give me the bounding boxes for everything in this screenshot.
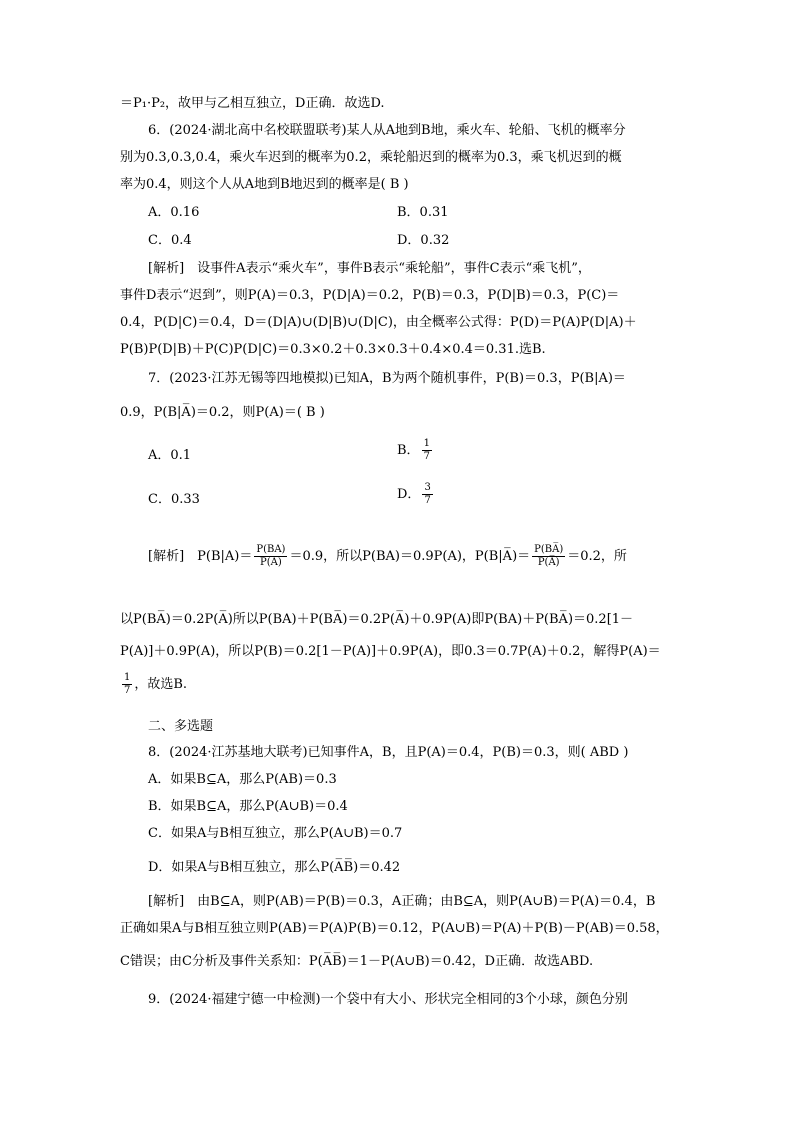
question-8-option-d: D．如果A与B相互独立，那么P(A̅B̅)＝0.42	[148, 860, 401, 875]
solution-6-line-4: P(B)P(D|B)＋P(C)P(D|C)＝0.3×0.2＋0.3×0.3＋0.4×0.4＝0.31.选B.	[120, 342, 546, 357]
question-7-option-c: C．0.33	[148, 492, 200, 507]
solution-7-line-3: P(A)]＋0.9P(A)，所以P(B)＝0.2[1－P(A)]＋0.9P(A)，即0.3＝0.7P(A)＋0.2，解得P(A)＝	[120, 644, 661, 659]
solution-8-line-1: [解析] 由B⊆A，则P(AB)＝P(B)＝0.3，A正确；由B⊆A，则P(A∪B)＝P(A)＝0.4，B	[148, 894, 656, 909]
question-6-option-c: C．0.4	[148, 233, 192, 248]
section-heading: 二、多选题	[148, 719, 214, 734]
question-6-line-2: 别为0.3,0.3,0.4，乘火车迟到的概率为0.2，乘轮船迟到的概率为0.3，乘飞机迟到的概	[120, 150, 622, 165]
question-6-line-3: 率为0.4，则这个人从A地到B地迟到的概率是( B )	[120, 177, 409, 192]
fraction	[422, 438, 432, 463]
text-segment: ＝0.2，所	[567, 549, 627, 564]
question-8-option-c: C．如果A与B相互独立，那么P(A∪B)＝0.7	[148, 826, 403, 841]
question-7-line-1: 7．(2023·江苏无锡等四地模拟)已知A，B为两个随机事件，P(B)＝0.3，P(B|A)＝	[148, 371, 626, 386]
question-7-option-a: A．0.1	[148, 448, 192, 463]
question-8-line-1: 8．(2024·江苏基地大联考)已知事件A，B，且P(A)＝0.4，P(B)＝0.3，则( ABD )	[148, 745, 629, 760]
fraction-numerator: P(BA̅)	[534, 544, 564, 555]
question-7-option-b	[397, 438, 434, 463]
solution-6-line-3: 0.4，P(D|C)＝0.4，D＝(D|A)∪(D|B)∪(D|C)，由全概率公式得：P(D)＝P(A)P(D|A)＋	[120, 315, 637, 330]
solution-7-line-2: 以P(BA̅)＝0.2P(A̅)所以P(BA)＋P(BA̅)＝0.2P(A̅)＋0.9P(A)即P(BA)＋P(BA̅)＝0.2[1－	[120, 612, 634, 627]
fraction-numerator: 1	[124, 672, 131, 683]
fraction-numerator: 1	[423, 438, 430, 449]
question-6-option-d: D．0.32	[397, 233, 450, 248]
fraction-denominator: 7	[424, 495, 431, 506]
fraction-denominator: 7	[124, 685, 131, 696]
fraction	[532, 544, 565, 569]
question-8-option-b: B．如果B⊆A，那么P(A∪B)＝0.4	[148, 799, 348, 814]
question-7-option-d	[397, 482, 435, 507]
solution-8-line-2: 正确如果A与B相互独立则P(AB)＝P(A)P(B)＝0.12，P(A∪B)＝P(A)＋P(B)－P(AB)＝0.58，	[120, 921, 669, 936]
option-label: B．	[397, 443, 420, 458]
text-line: ＝P₁·P₂，故甲与乙相互独立，D正确．故选D.	[120, 96, 385, 111]
question-7-line-2: 0.9，P(B|A̅)＝0.2，则P(A)＝( B )	[120, 405, 325, 420]
fraction-numerator: 3	[424, 482, 431, 493]
text-segment: ＝0.9，所以P(BA)＝0.9P(A)，P(B|A̅)＝	[289, 549, 531, 564]
question-8-option-a: A．如果B⊆A，那么P(AB)＝0.3	[148, 772, 337, 787]
option-label: D．	[397, 487, 421, 502]
solution-7-line-1	[148, 544, 627, 569]
question-9-line-1: 9．(2024·福建宁德一中检测)一个袋中有大小、形状完全相同的3个小球，颜色分别	[148, 992, 628, 1007]
solution-6-line-1: [解析] 设事件A表示“乘火车”，事件B表示“乘轮船”，事件C表示“乘飞机”，	[148, 261, 591, 276]
question-6-option-b: B．0.31	[397, 205, 449, 220]
solution-8-line-3: C错误；由C分析及事件关系知：P(A̅B̅)＝1－P(A∪B)＝0.42，D正确．故选ABD.	[120, 954, 594, 969]
fraction-denominator: 7	[423, 451, 430, 462]
fraction-denominator: P(A)	[260, 557, 282, 568]
fraction	[422, 482, 432, 507]
fraction-numerator: P(BA)	[256, 544, 286, 555]
question-6-line-1: 6．(2024·湖北高中名校联盟联考)某人从A地到B地，乘火车、轮船、飞机的概率分	[148, 123, 626, 138]
text-segment: [解析] P(B|A)＝	[148, 549, 253, 564]
question-6-option-a: A．0.16	[148, 205, 200, 220]
text-segment: ，故选B.	[134, 677, 188, 692]
solution-6-line-2: 事件D表示“迟到”，则P(A)＝0.3，P(D|A)＝0.2，P(B)＝0.3，P(D|B)＝0.3，P(C)＝	[120, 288, 620, 303]
fraction	[254, 544, 287, 569]
solution-7-line-4	[120, 672, 187, 697]
fraction-denominator: P(A̅)	[537, 557, 560, 568]
fraction	[122, 672, 132, 697]
